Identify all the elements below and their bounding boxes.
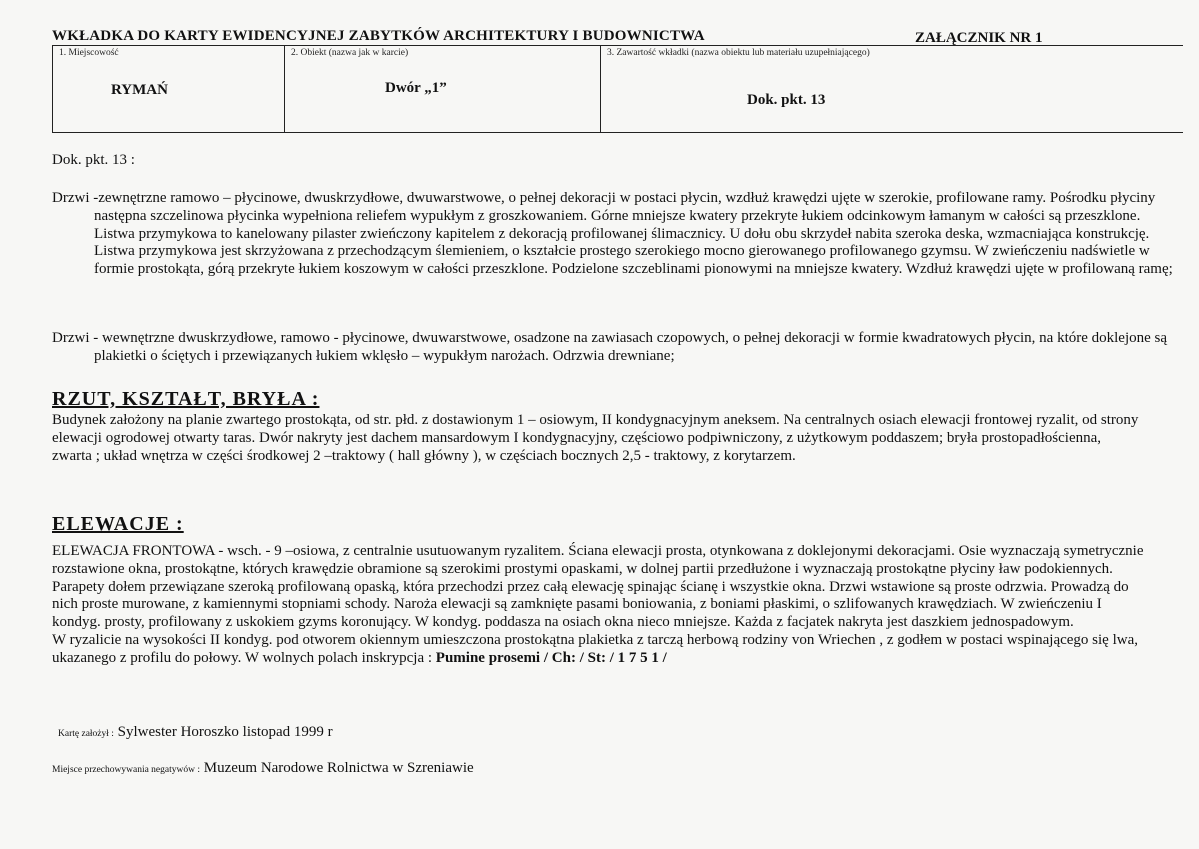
storage-label: Miejsce przechowywania negatywów : — [52, 765, 200, 775]
storage-line — [52, 760, 474, 777]
header-fields-table — [52, 46, 1183, 133]
doors-external-paragraph: Drzwi -zewnętrzne ramowo – płycinowe, dwuskrzydłowe, dwuwarstwowe, o pełnej dekoracji w postaci płycin, wzdłuż krawędzi ujęte w szerokie, profilowane ramy. Pośrodku płyciny następna szczelinowa płycinka wypełniona reliefem wypukłym z groszkowaniem. Górne mniejsze kwatery przekryte łukiem odcinkowym łamanym w całości są przeszklone. Listwa przymykowa to kanelowany pilaster zwieńczony kapitelem z dekoracją profilowanej ślimacznicy. U dołu obu skrzydeł nabita szeroka deska, wzmacniająca konstrukcję. Listwa przymykowa jest skrzyżowana z przechodzącym ślemieniem, o kształcie prostego szerokiego mocno gierowanego profilowanego gzymsu. W zwieńczeniu nadświetle w formie prostokąta, górą przekryte łukiem koszowym w całości przeszklone. Podzielone szczeblinami pionowymi na mniejsze kwatery. Wzdłuż krawędzi ujęte w profilowaną ramę; — [52, 190, 1173, 278]
risalit-description: W ryzalicie na wysokości II kondyg. pod otworem okiennym umieszczona prostokątna plakietka z tarczą herbową rodziny von Wriechen , z godłem w postaci wspinającego się lwa, ukazanego z profilu do połowy. W wolnych polach inskrypcja : — [52, 631, 1138, 666]
author-line — [58, 724, 333, 741]
field-value: Dwór „1” — [385, 80, 447, 96]
field-label: 3. Zawartość wkładki (nazwa obiektu lub materiału uzupełniającego) — [607, 48, 870, 58]
annex-number: ZAŁĄCZNIK NR 1 — [915, 30, 1043, 46]
field-insert-content — [600, 46, 1184, 132]
field-value: RYMAŃ — [111, 82, 168, 98]
elevations-paragraph — [52, 543, 1152, 668]
elevation-front-text: ELEWACJA FRONTOWA - wsch. - 9 –osiowa, z centralnie usutuowanym ryzalitem. Ściana elewacji prosta, otynkowana z doklejonymi dekoracjami. Osie wyznaczają symetrycznie rozstawione okna, prostokątne, których krawędzie obramione są szerokimi prostymi opaskami, w dolnej partii przedłużone i wyznaczają prostokątne płyciny ław podokiennych. Parapety dołem przewiązane szeroką profilowaną opaską, która przechodzi przez całą elewację spinając ścianę i wszystkie okna. Drzwi wstawione są proste odrzwia. Prowadzą do nich proste murowane, z kamiennymi stopniami schody. Naroża elewacji są zamknięte pasami boniowania, z boniami płaskimi, o szlifowanych krawędziach. W zwieńczeniu I kondyg. prosty, profilowany z uskokiem gzyms koronujący. W kondyg. poddasza na osiach okna nieco mniejsze. Każda z facjatek nakryta jest daszkiem jednospadowym. — [52, 543, 1144, 631]
section-heading-elevations: ELEWACJE : — [52, 513, 184, 535]
author-value: Sylwester Horoszko listopad 1999 r — [117, 724, 333, 740]
section-heading-plan: RZUT, KSZTAŁT, BRYŁA : — [52, 388, 320, 410]
storage-value: Muzeum Narodowe Rolnictwa w Szreniawie — [203, 760, 474, 776]
doc-point-label: Dok. pkt. 13 : — [52, 152, 135, 168]
elevation-risalit-text — [52, 632, 1152, 668]
field-label: 2. Obiekt (nazwa jak w karcie) — [291, 48, 409, 58]
document-title: WKŁADKA DO KARTY EWIDENCYJNEJ ZABYTKÓW ARCHITEKTURY I BUDOWNICTWA — [52, 28, 705, 44]
plan-paragraph: Budynek założony na planie zwartego prostokąta, od str. płd. z dostawionym 1 – osiowym, II kondygnacyjnym aneksem. Na centralnych osiach elewacji frontowej ryzalit, od strony elewacji ogrodowej otwarty taras. Dwór nakryty jest dachem mansardowym I kondygnacyjny, częściowo podpiwniczony, z użytkowym poddaszem; bryła prostopadłościenna, zwarta ; układ wnętrza w części środkowej 2 –traktowy ( hall główny ), w częściach bocznych 2,5 - traktowy, z korytarzem. — [52, 412, 1139, 464]
field-value: Dok. pkt. 13 — [747, 92, 826, 108]
field-object — [284, 46, 601, 132]
inscription-text: Pumine prosemi / Ch: / St: / 1 7 5 1 / — [435, 649, 667, 666]
doors-internal-paragraph: Drzwi - wewnętrzne dwuskrzydłowe, ramowo - płycinowe, dwuwarstwowe, osadzone na zawiasach czopowych, o pełnej dekoracji w formie kwadratowych płycin, na które doklejone są plakietki o ściętych i przewiązanych łukiem wklęsło – wypukłym narożach. Odrzwia drewniane; — [52, 330, 1168, 364]
author-label: Kartę założył : — [58, 729, 114, 739]
field-label: 1. Miejscowość — [59, 48, 119, 58]
field-locality — [52, 46, 285, 132]
